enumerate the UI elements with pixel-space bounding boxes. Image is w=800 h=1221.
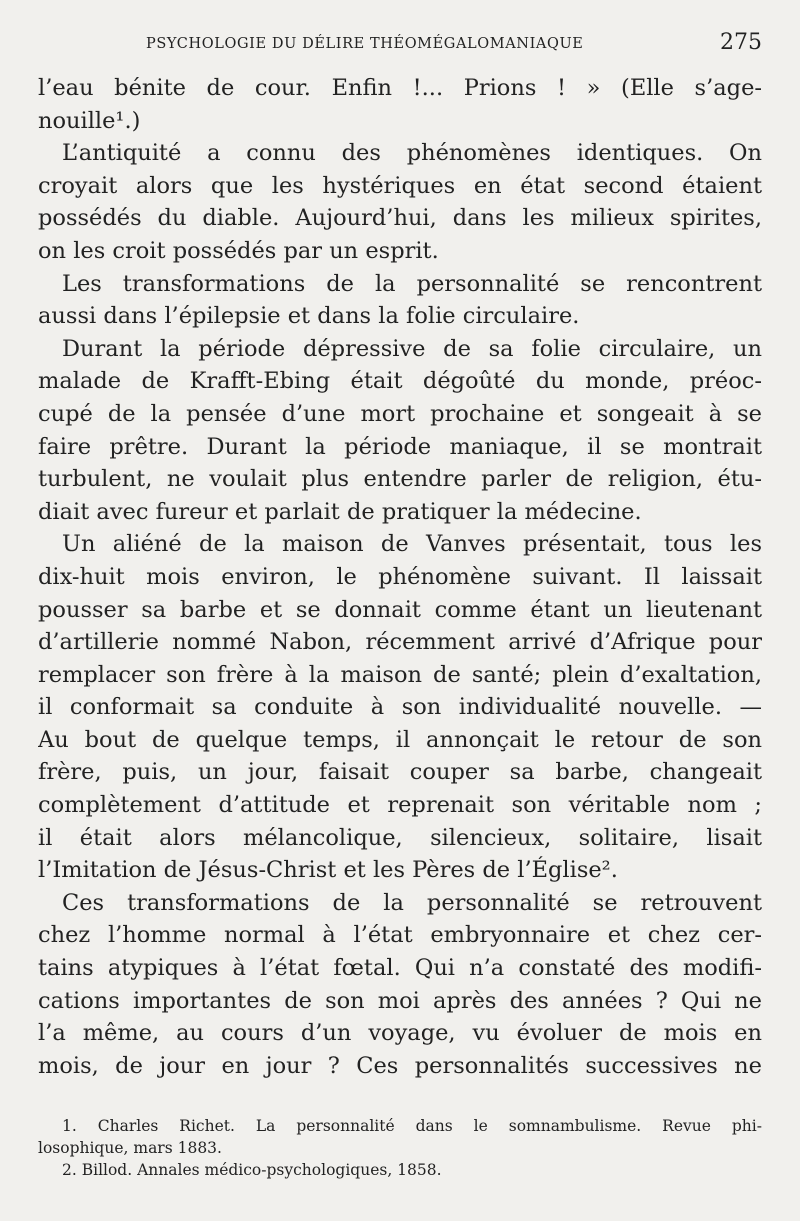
page-number: 275: [720, 30, 762, 55]
text-line: pousser sa barbe et se donnait comme étant un lieutenant: [38, 596, 762, 623]
text-line: frère, puis, un jour, faisait couper sa barbe, changeait: [38, 759, 762, 786]
text-line: possédés du diable. Aujourd’hui, dans les milieux spirites,: [38, 205, 762, 232]
running-title: PSYCHOLOGIE DU DÉLIRE THÉOMÉGALOMANIAQUE: [146, 36, 584, 52]
text-line: nouille¹.): [38, 107, 141, 134]
text-line: turbulent, ne voulait plus entendre parler de religion, étu-: [38, 466, 762, 493]
text-line: cupé de la pensée d’une mort prochaine et songeait à se: [38, 400, 762, 427]
footnote-line: losophique, mars 1883.: [38, 1139, 222, 1157]
text-line: il était alors mélancolique, silencieux, solitaire, lisait: [38, 824, 762, 851]
text-line: d’artillerie nommé Nabon, récemment arrivé d’Afrique pour: [38, 629, 762, 656]
text-line: Au bout de quelque temps, il annonçait le retour de son: [38, 726, 762, 753]
text-line: on les croit possédés par un esprit.: [38, 237, 439, 264]
text-line: Un aliéné de la maison de Vanves présentait, tous les: [62, 531, 762, 558]
text-line: complètement d’attitude et reprenait son véritable nom ;: [38, 792, 762, 819]
footnote-line: 2. Billod. Annales médico-psychologiques, 1858.: [62, 1161, 442, 1179]
text-line: remplacer son frère à la maison de santé; plein d’exaltation,: [38, 661, 762, 688]
text-line: L’antiquité a connu des phénomènes identiques. On: [62, 140, 762, 167]
text-line: faire prêtre. Durant la période maniaque, il se montrait: [38, 433, 762, 460]
text-line: Durant la période dépressive de sa folie circulaire, un: [62, 335, 762, 362]
book-page: [38, 0, 762, 1221]
text-line: chez l’homme normal à l’état embryonnaire et chez cer-: [38, 922, 762, 949]
text-line: croyait alors que les hystériques en état second étaient: [38, 172, 762, 199]
text-line: malade de Krafft-Ebing était dégoûté du monde, préoc-: [38, 368, 762, 395]
body-text: [38, 72, 762, 1082]
text-line: aussi dans l’épilepsie et dans la folie circulaire.: [38, 303, 580, 330]
text-line: l’eau bénite de cour. Enfin !... Prions ! » (Elle s’age-: [38, 75, 762, 101]
text-line: dix-huit mois environ, le phénomène suivant. Il laissait: [38, 563, 762, 590]
text-line: il conformait sa conduite à son individualité nouvelle. —: [38, 694, 762, 721]
running-head: [38, 30, 762, 60]
text-line: Les transformations de la personnalité se rencontrent: [62, 270, 762, 297]
footnotes: [38, 1115, 762, 1181]
text-line: Ces transformations de la personnalité se retrouvent: [62, 889, 762, 916]
text-line: cations importantes de son moi après des années ? Qui ne: [38, 987, 762, 1014]
footnote-line: 1. Charles Richet. La personnalité dans le somnambulisme. Revue phi-: [62, 1117, 762, 1135]
text-line: l’a même, au cours d’un voyage, vu évoluer de mois en: [38, 1020, 762, 1047]
text-line: diait avec fureur et parlait de pratiquer la médecine.: [38, 498, 642, 525]
text-line: l’Imitation de Jésus-Christ et les Pères de l’Église².: [38, 857, 618, 884]
text-line: mois, de jour en jour ? Ces personnalités successives ne: [38, 1052, 762, 1079]
text-line: tains atypiques à l’état fœtal. Qui n’a constaté des modifi-: [38, 955, 762, 982]
